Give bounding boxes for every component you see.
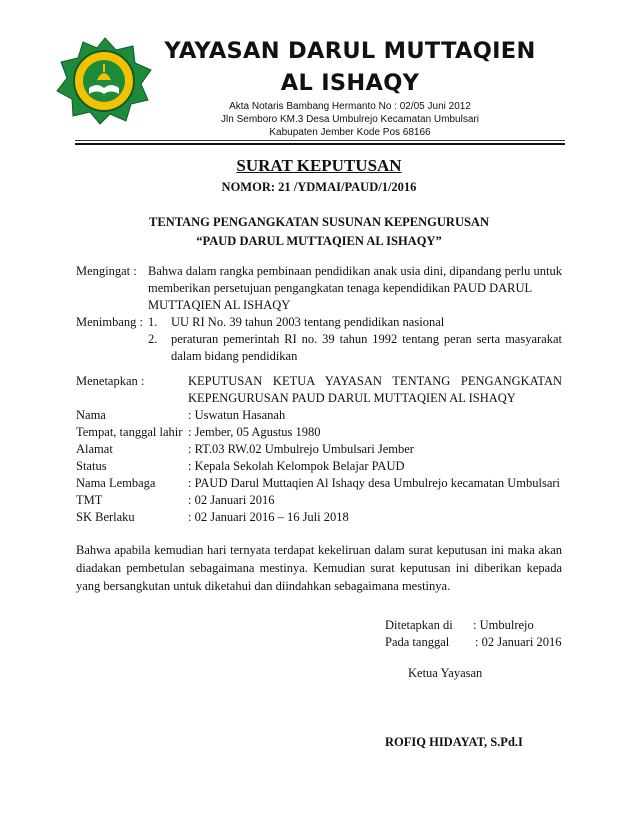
logo-minaret	[103, 64, 105, 72]
menimbang-item-text: UU RI No. 39 tahun 2003 tentang pendidikan nasional	[171, 315, 445, 329]
field-value: : 02 Januari 2016 – 16 Juli 2018	[188, 510, 349, 524]
org-name-line2: AL ISHAQY	[280, 70, 420, 96]
menimbang-label: Menimbang :	[76, 315, 144, 329]
header-divider-thin	[75, 140, 565, 141]
signature-date-label: Pada tanggal	[385, 635, 450, 649]
field-label: Status	[76, 459, 107, 473]
signature-date-value: : 02 Januari 2016	[475, 635, 562, 649]
field-label: Tempat, tanggal lahir	[76, 425, 183, 439]
org-name-line1: YAYASAN DARUL MUTTAQIEN	[164, 38, 536, 64]
menetapkan-line1: KEPUTUSAN KETUA YAYASAN TENTANG PENGANGKATAN	[188, 374, 562, 388]
mengingat-line1: Bahwa dalam rangka pembinaan pendidikan anak usia dini, dipandang perlu untuk	[148, 264, 562, 278]
mengingat-line3: MUTTAQIEN AL ISHAQY	[148, 298, 291, 312]
subject-line2: “PAUD DARUL MUTTAQIEN AL ISHAQY”	[196, 234, 442, 248]
closing-paragraph-line2: diadakan pembetulan sebagaimana mestinya. Kemudian surat keputusan ini diberikan kepada	[76, 561, 562, 575]
document-number: NOMOR: 21 /YDMAI/PAUD/1/2016	[221, 180, 417, 194]
signature-name: ROFIQ HIDAYAT, S.Pd.I	[385, 735, 523, 749]
menimbang-item-number: 2.	[148, 332, 158, 346]
menimbang-item-text: peraturan pemerintah RI no. 39 tahun 1992 tentang peran serta masyarakat	[171, 332, 562, 346]
signature-place-value: : Umbulrejo	[473, 618, 534, 632]
subject-line1: TENTANG PENGANGKATAN SUSUNAN KEPENGURUSAN	[149, 215, 489, 229]
field-value: : RT.03 RW.02 Umbulrejo Umbulsari Jember	[188, 442, 414, 456]
field-label: Nama	[76, 408, 106, 422]
header-address-line3: Kabupaten Jember Kode Pos 68166	[269, 127, 431, 138]
field-label: TMT	[76, 493, 103, 507]
document-title: SURAT KEPUTUSAN	[236, 156, 402, 175]
field-value: : Kepala Sekolah Kelompok Belajar PAUD	[188, 459, 405, 473]
mengingat-line2: memberikan persetujuan pengangkatan tenaga kependidikan PAUD DARUL	[148, 281, 533, 295]
header-address-line2: Jln Semboro KM.3 Desa Umbulrejo Kecamatan Umbulsari	[221, 114, 479, 125]
field-value: : Uswatun Hasanah	[188, 408, 286, 422]
header-address-line1: Akta Notaris Bambang Hermanto No : 02/05 Juni 2012	[229, 101, 471, 112]
field-label: Nama Lembaga	[76, 476, 156, 490]
menimbang-item-text-cont: dalam bidang pendidikan	[171, 349, 298, 363]
menetapkan-label: Menetapkan :	[76, 374, 145, 388]
closing-paragraph-line3: yang bersangkutan untuk diketahui dan diindahkan sebagaimana mestinya.	[76, 579, 451, 593]
mengingat-label: Mengingat :	[76, 264, 137, 278]
header-divider-thick	[75, 143, 565, 145]
menetapkan-line2: KEPENGURUSAN PAUD DARUL MUTTAQIEN AL ISHAQY	[188, 391, 516, 405]
signature-role: Ketua Yayasan	[408, 666, 483, 680]
field-value: : PAUD Darul Muttaqien Al Ishaqy desa Umbulrejo kecamatan Umbulsari	[188, 476, 561, 490]
field-value: : 02 Januari 2016	[188, 493, 275, 507]
field-label: Alamat	[76, 442, 113, 456]
menimbang-item-number: 1.	[148, 315, 158, 329]
field-value: : Jember, 05 Agustus 1980	[188, 425, 321, 439]
field-label: SK Berlaku	[76, 510, 135, 524]
closing-paragraph-line1: Bahwa apabila kemudian hari ternyata terdapat kekeliruan dalam surat keputusan ini maka akan	[76, 543, 562, 557]
signature-place-label: Ditetapkan di	[385, 618, 453, 632]
